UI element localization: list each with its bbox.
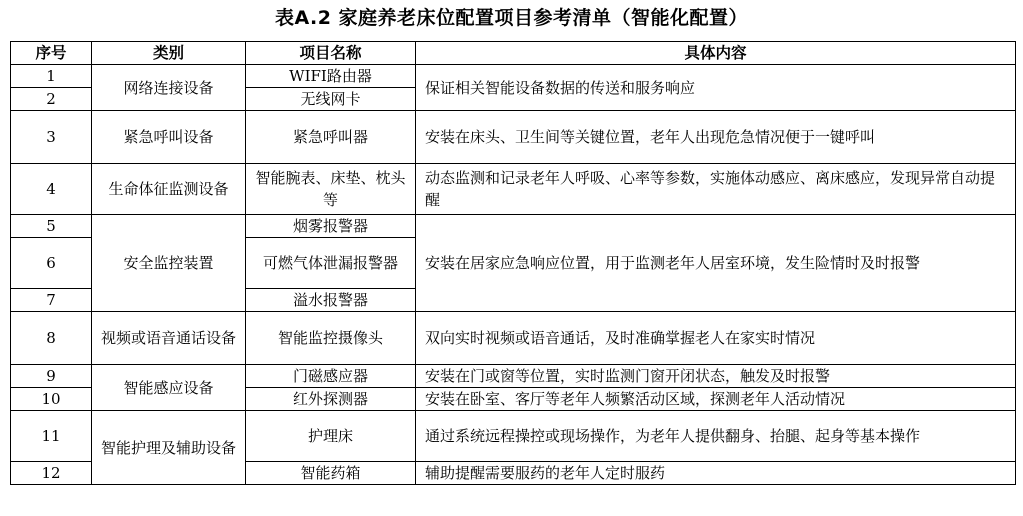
row-item: 智能腕表、床垫、枕头等 [246,164,416,215]
row-item: 可燃气体泄漏报警器 [246,238,416,289]
table-row [11,215,1016,238]
row-content: 通过系统远程操控或现场操作，为老年人提供翻身、抬腿、起身等基本操作 [416,411,1016,462]
row-content: 安装在居家应急响应位置，用于监测老年人居室环境，发生险情时及时报警 [416,215,1016,312]
row-item: 烟雾报警器 [246,215,416,238]
table-row [11,365,1016,388]
row-category: 智能护理及辅助设备 [92,411,246,485]
header-item: 项目名称 [246,42,416,65]
row-item: 智能药箱 [246,462,416,485]
row-category: 生命体征监测设备 [92,164,246,215]
row-item: 红外探测器 [246,388,416,411]
row-content: 双向实时视频或语音通话，及时准确掌握老人在家实时情况 [416,312,1016,365]
row-item: 溢水报警器 [246,289,416,312]
row-item: 无线网卡 [246,88,416,111]
table-row [11,312,1016,365]
row-index: 1 [11,65,92,88]
row-index: 12 [11,462,92,485]
config-table [10,41,1016,485]
row-content: 安装在卧室、客厅等老年人频繁活动区域，探测老年人活动情况 [416,388,1016,411]
table-row [11,411,1016,462]
header-category: 类别 [92,42,246,65]
row-item: 智能监控摄像头 [246,312,416,365]
row-category: 紧急呼叫设备 [92,111,246,164]
row-item: WIFI路由器 [246,65,416,88]
table-row [11,65,1016,88]
header-index: 序号 [11,42,92,65]
row-index: 4 [11,164,92,215]
table-row [11,164,1016,215]
row-category: 视频或语音通话设备 [92,312,246,365]
row-index: 7 [11,289,92,312]
header-row [11,42,1016,65]
table-row [11,111,1016,164]
row-content: 安装在门或窗等位置，实时监测门窗开闭状态，触发及时报警 [416,365,1016,388]
row-category: 安全监控装置 [92,215,246,312]
row-item: 紧急呼叫器 [246,111,416,164]
row-index: 10 [11,388,92,411]
row-index: 8 [11,312,92,365]
row-content: 辅助提醒需要服药的老年人定时服药 [416,462,1016,485]
table-title: 表A.2 家庭养老床位配置项目参考清单（智能化配置） [274,7,749,29]
row-index: 5 [11,215,92,238]
row-index: 6 [11,238,92,289]
row-index: 9 [11,365,92,388]
row-content: 安装在床头、卫生间等关键位置，老年人出现危急情况便于一键呼叫 [416,111,1016,164]
row-category: 网络连接设备 [92,65,246,111]
row-index: 2 [11,88,92,111]
row-category: 智能感应设备 [92,365,246,411]
row-index: 11 [11,411,92,462]
row-index: 3 [11,111,92,164]
row-content: 保证相关智能设备数据的传送和服务响应 [416,65,1016,111]
row-item: 护理床 [246,411,416,462]
header-content: 具体内容 [416,42,1016,65]
row-content: 动态监测和记录老年人呼吸、心率等参数，实施体动感应、离床感应，发现异常自动提醒 [416,164,1016,215]
row-item: 门磁感应器 [246,365,416,388]
